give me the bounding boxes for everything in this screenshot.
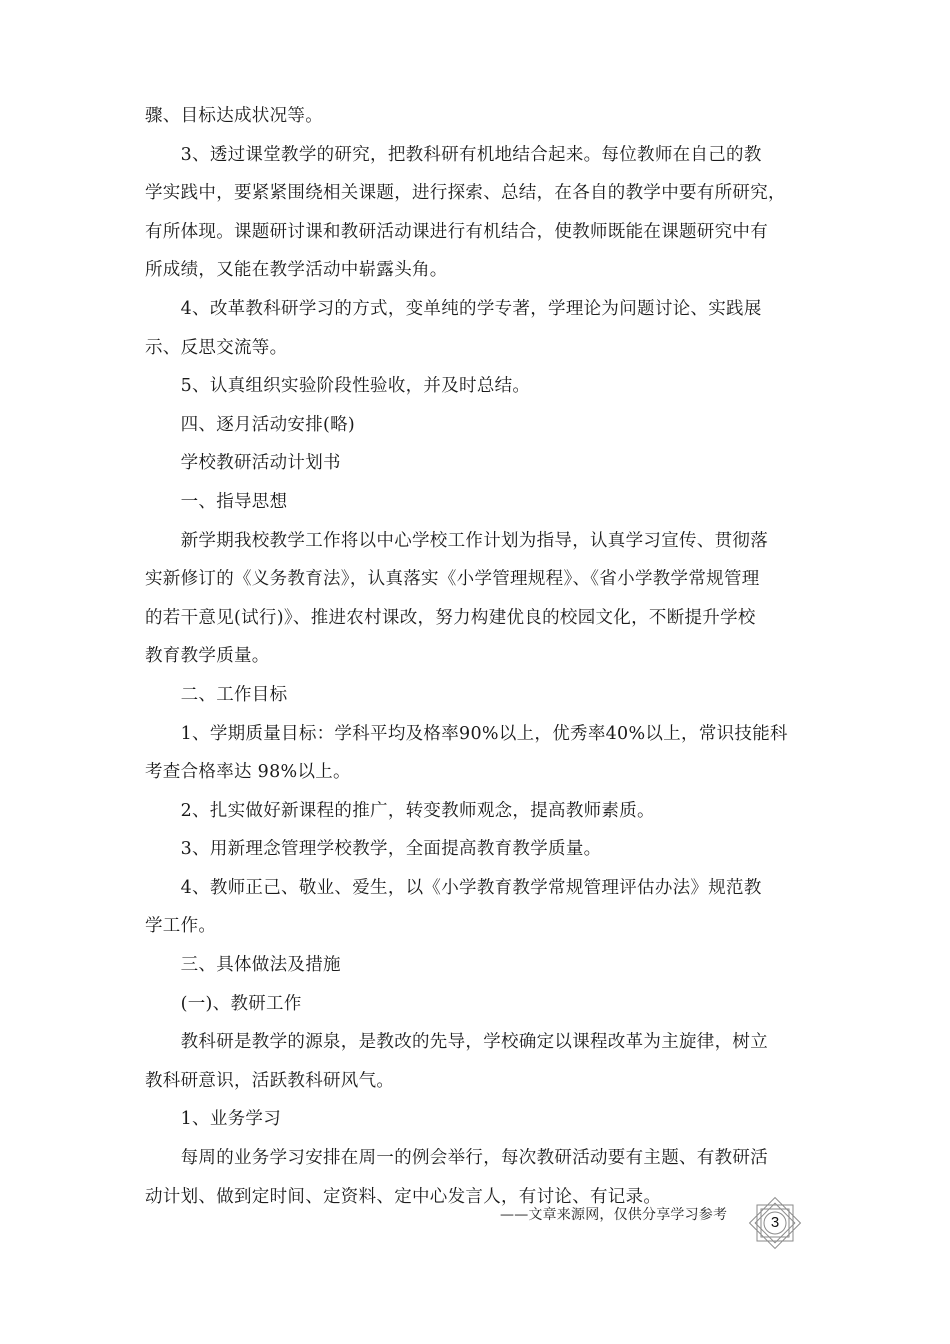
- text-line: 考查合格率达 98%以上。: [145, 762, 351, 783]
- text-line: 3、透过课堂教学的研究，把教科研有机地结合起来。每位教师在自己的教: [145, 144, 762, 165]
- document-title: 学校教研活动计划书: [145, 453, 341, 474]
- text-line: 教科研是教学的源泉，是教改的先导，学校确定以课程改革为主旋律，树立: [145, 1032, 768, 1053]
- footer-source-note: ——文章来源网，仅供分享学习参考: [500, 1207, 728, 1223]
- text-line: 动计划、做到定时间、定资料、定中心发言人，有讨论、有记录。: [145, 1186, 662, 1207]
- text-line: 示、反思交流等。: [145, 337, 288, 358]
- text-line: 3、用新理念管理学校教学，全面提高教育教学质量。: [145, 839, 602, 860]
- text-line: 学实践中，要紧紧围绕相关课题，进行探索、总结，在各自的教学中要有所研究，: [145, 183, 786, 204]
- text-line: 有所体现。课题研讨课和教研活动课进行有机结合，使教师既能在课题研究中有: [145, 221, 768, 242]
- text-line: 骤、目标达成状况等。: [145, 106, 323, 126]
- text-line: 教科研意识，活跃教科研风气。: [145, 1070, 395, 1091]
- section-heading: 一、指导思想: [145, 491, 288, 512]
- subsection-heading: (一)、教研工作: [145, 993, 302, 1014]
- subsection-heading: 1、业务学习: [145, 1109, 282, 1130]
- text-line: 每周的业务学习安排在周一的例会举行，每次教研活动要有主题、有教研活: [145, 1148, 768, 1169]
- text-line: 教育教学质量。: [145, 646, 270, 667]
- section-heading: 四、逐月活动安排(略): [145, 414, 356, 435]
- text-line: 5、认真组织实验阶段性验收，并及时总结。: [145, 376, 531, 397]
- section-heading: 二、工作目标: [145, 684, 288, 705]
- text-line: 4、教师正己、敬业、爱生，以《小学教育教学常规管理评估办法》规范教: [145, 877, 762, 898]
- text-line: 所成绩，又能在教学活动中崭露头角。: [145, 260, 448, 281]
- text-line: 2、扎实做好新课程的推广，转变教师观念，提高教师素质。: [145, 800, 655, 821]
- text-line: 实新修订的《义务教育法》，认真落实《小学管理规程》、《省小学教学常规管理: [145, 569, 760, 590]
- page-number: 3: [770, 1214, 780, 1231]
- text-line: 4、改革教科研学习的方式，变单纯的学专著，学理论为问题讨论、实践展: [145, 298, 762, 319]
- text-line: 新学期我校教学工作将以中心学校工作计划为指导，认真学习宣传、贯彻落: [145, 530, 768, 551]
- document-body: [145, 97, 807, 1216]
- section-heading: 三、具体做法及措施: [145, 955, 341, 976]
- text-line: 1、学期质量目标：学科平均及格率90%以上，优秀率40%以上，常识技能科: [145, 723, 788, 744]
- text-line: 学工作。: [145, 916, 217, 937]
- text-line: 的若干意见(试行)》、推进农村课改，努力构建优良的校园文化，不断提升学校: [145, 607, 756, 628]
